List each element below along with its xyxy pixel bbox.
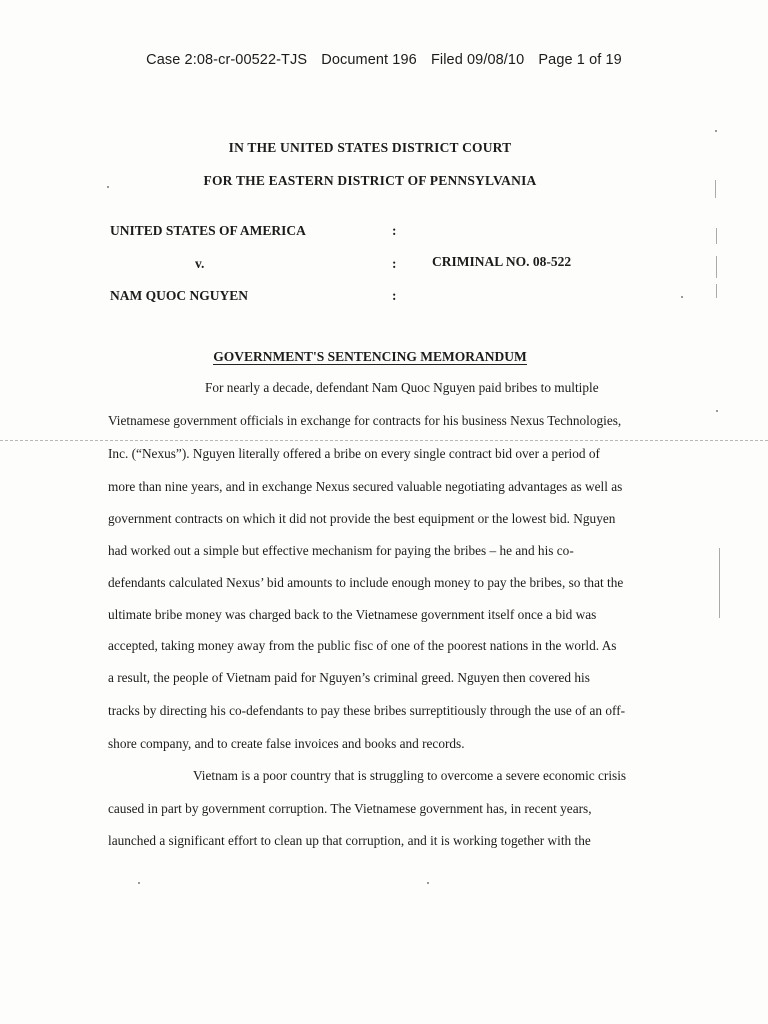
document-number: Document 196: [321, 52, 417, 68]
body-line: Vietnam is a poor country that is struggling to overcome a severe economic crisis: [193, 768, 627, 783]
scan-artifact: [716, 256, 717, 278]
filed-date: Filed 09/08/10: [430, 52, 525, 68]
body-line: Vietnamese government officials in exchange for contracts for his business Nexus Technologies,: [108, 413, 622, 428]
plaintiff-name: UNITED STATES OF AMERICA: [110, 223, 306, 238]
caption-colon: :: [392, 256, 397, 271]
body-line: accepted, taking money away from the public fisc of one of the poorest nations in the world. As: [108, 638, 617, 653]
body-line: tracks by directing his co-defendants to pay these bribes surreptitiously through the use of an off-: [108, 703, 626, 718]
scan-artifact: [716, 284, 717, 298]
criminal-number: CRIMINAL NO. 08-522: [432, 254, 572, 269]
versus-label: v.: [195, 256, 205, 271]
memorandum-title: [0, 349, 740, 365]
defendant-name: NAM QUOC NGUYEN: [110, 288, 248, 303]
body-line: launched a significant effort to clean up that corruption, and it is working together with the: [108, 833, 591, 848]
caption-colon: :: [392, 288, 397, 303]
scan-artifact: [715, 180, 716, 198]
body-line: shore company, and to create false invoices and books and records.: [108, 736, 465, 751]
body-line: had worked out a simple but effective mechanism for paying the bribes – he and his co-: [108, 543, 574, 558]
scan-artifact: [716, 410, 718, 412]
body-line: defendants calculated Nexus’ bid amounts to include enough money to pay the bribes, so that the: [108, 575, 624, 590]
scan-fold-line: [0, 440, 768, 441]
scan-artifact: [716, 228, 717, 244]
scan-artifact: [427, 882, 429, 884]
case-header: [0, 52, 768, 68]
scan-artifact: [715, 130, 717, 132]
body-line: a result, the people of Vietnam paid for Nguyen’s criminal greed. Nguyen then covered his: [108, 670, 590, 685]
scan-artifact: [138, 882, 140, 884]
body-line: For nearly a decade, defendant Nam Quoc Nguyen paid bribes to multiple: [205, 380, 599, 395]
body-line: ultimate bribe money was charged back to the Vietnamese government itself once a bid was: [108, 607, 597, 622]
body-line: government contracts on which it did not provide the best equipment or the lowest bid. Nguyen: [108, 511, 616, 526]
body-line: Inc. (“Nexus”). Nguyen literally offered a bribe on every single contract bid over a period of: [108, 446, 600, 461]
court-name: IN THE UNITED STATES DISTRICT COURT: [228, 140, 512, 155]
caption-colon: :: [392, 223, 397, 238]
body-line: more than nine years, and in exchange Nexus secured valuable negotiating advantages as well as: [108, 479, 623, 494]
scan-artifact: [719, 548, 720, 618]
body-line: caused in part by government corruption. The Vietnamese government has, in recent years,: [108, 801, 592, 816]
memorandum-title-text: GOVERNMENT'S SENTENCING MEMORANDUM: [213, 349, 527, 364]
case-number: Case 2:08-cr-00522-TJS: [146, 52, 308, 68]
scan-artifact: [681, 296, 683, 298]
court-district: FOR THE EASTERN DISTRICT OF PENNSYLVANIA: [203, 173, 537, 188]
page-indicator: Page 1 of 19: [538, 52, 622, 68]
scan-artifact: [107, 186, 109, 188]
